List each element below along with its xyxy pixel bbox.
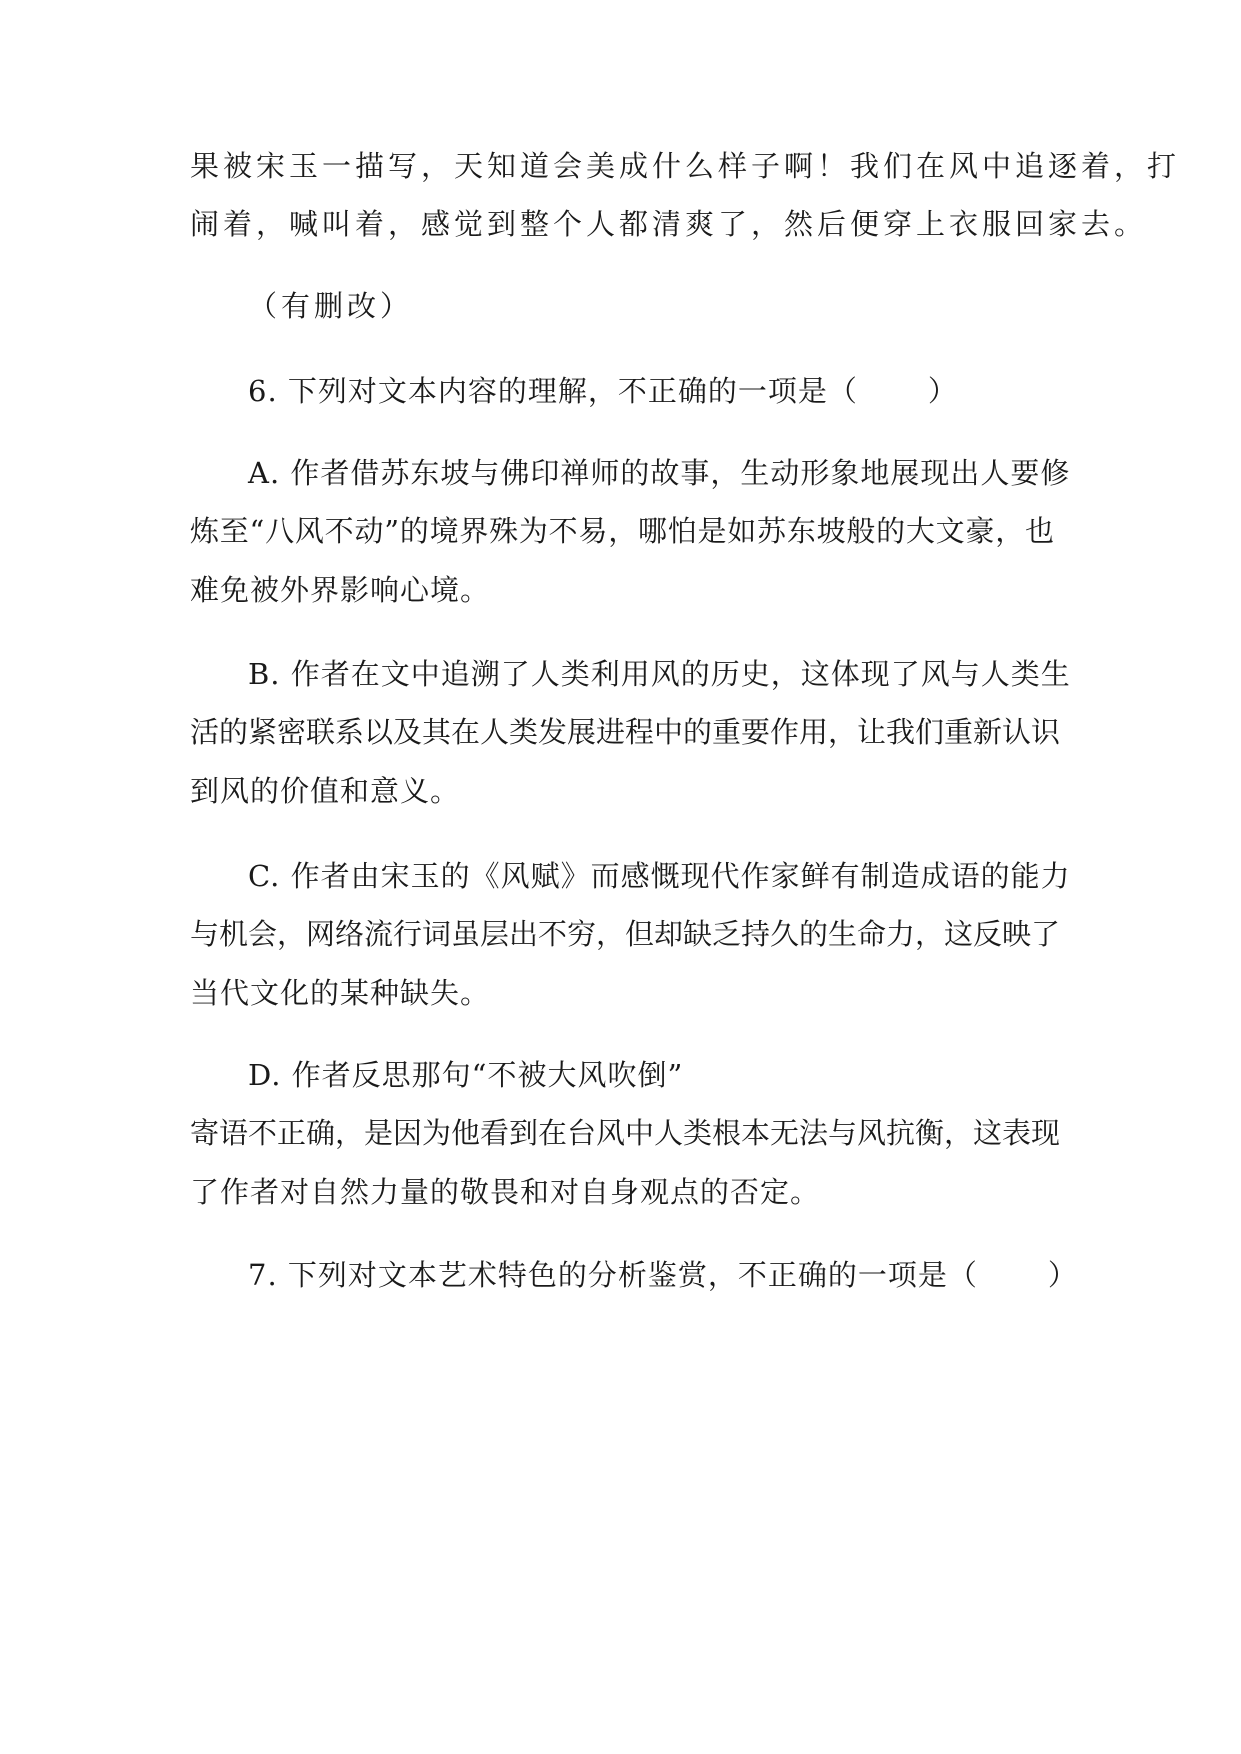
option-c-line-1: C. 作者由宋玉的《风赋》而感慨现代作家鲜有制造成语的能力 [248, 859, 1071, 893]
passage-line-1: 果被宋玉一描写，天知道会美成什么样子啊！我们在风中追逐着，打 [190, 149, 1181, 183]
option-a-line-1: A. 作者借苏东坡与佛印禅师的故事，生动形象地展现出人要修 [248, 456, 1071, 490]
question-6-stem [248, 371, 958, 411]
option-b-line-2: 活的紧密联系以及其在人类发展进程中的重要作用，让我们重新认识 [190, 715, 1061, 749]
question-6-stem-close: ） [927, 374, 958, 408]
question-7-stem-close: ） [1047, 1258, 1078, 1292]
option-d-line-1: D. 作者反思那句“不被大风吹倒” [248, 1058, 684, 1092]
option-c-line-2: 与机会，网络流行词虽层出不穷，但却缺乏持久的生命力，这反映了 [190, 917, 1061, 951]
question-7-stem [248, 1255, 1078, 1295]
option-d-line-3: 了作者对自然力量的敬畏和对自身观点的否定。 [190, 1175, 821, 1209]
option-b-line-1: B. 作者在文中追溯了人类利用风的历史，这体现了风与人类生 [248, 657, 1071, 691]
question-6-stem-text: 6. 下列对文本内容的理解，不正确的一项是（ [248, 374, 858, 408]
option-c-line-3: 当代文化的某种缺失。 [190, 976, 491, 1010]
option-a-line-3: 难免被外界影响心境。 [190, 573, 491, 607]
question-7-stem-text: 7. 下列对文本艺术特色的分析鉴赏，不正确的一项是（ [248, 1258, 978, 1292]
option-d-line-2: 寄语不正确，是因为他看到在台风中人类根本无法与风抗衡，这表现 [190, 1116, 1061, 1150]
option-b-line-3: 到风的价值和意义。 [190, 774, 461, 808]
passage-line-2: 闹着，喊叫着，感觉到整个人都清爽了，然后便穿上衣服回家去。 [190, 207, 1148, 241]
passage-note: （有删改） [248, 289, 414, 323]
option-a-line-2: 炼至“八风不动”的境界殊为不易，哪怕是如苏东坡般的大文豪，也 [190, 514, 1054, 548]
